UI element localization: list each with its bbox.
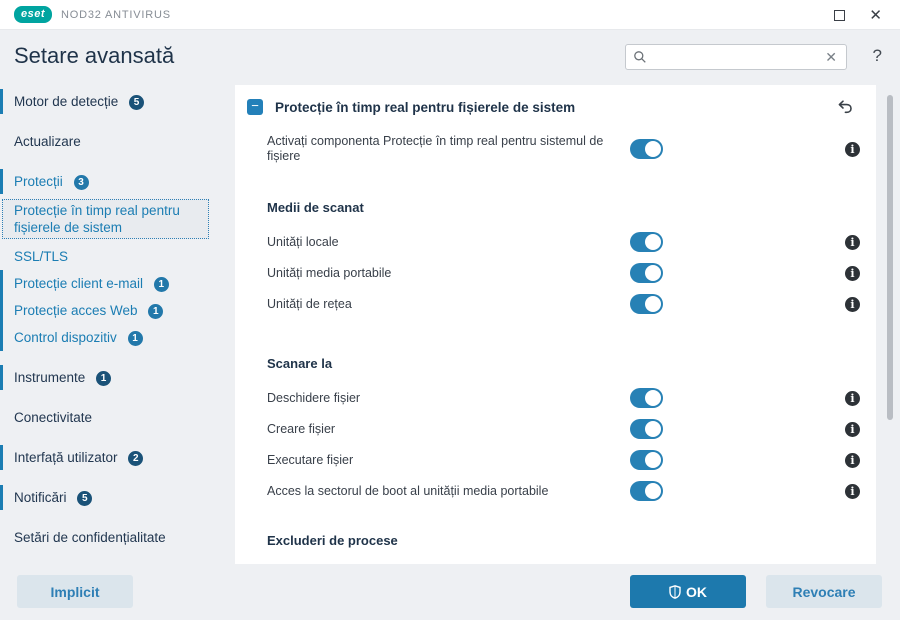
setting-label: Creare fișier bbox=[267, 421, 336, 436]
search-icon bbox=[633, 50, 647, 64]
info-icon[interactable]: i bbox=[845, 235, 860, 250]
sidebar-item-control-dispozitiv[interactable] bbox=[0, 324, 233, 351]
setting-row bbox=[267, 450, 860, 470]
search-box[interactable] bbox=[625, 44, 847, 70]
sidebar-item-label: Control dispozitiv bbox=[14, 330, 117, 345]
badge-count: 1 bbox=[96, 371, 111, 386]
revert-to-default-icon[interactable] bbox=[836, 98, 854, 116]
sidebar-item-notificari[interactable] bbox=[0, 484, 233, 511]
badge-count: 5 bbox=[129, 95, 144, 110]
sidebar-item-label: Notificări bbox=[14, 490, 67, 505]
badge-count: 3 bbox=[74, 175, 89, 190]
sidebar-item-interfata-utilizator[interactable] bbox=[0, 444, 233, 471]
setting-row bbox=[267, 134, 860, 164]
sidebar-item-protectie-web[interactable] bbox=[0, 297, 233, 324]
settings-panel bbox=[235, 85, 876, 565]
modified-indicator-bar bbox=[0, 297, 3, 324]
sidebar-item-label: Interfață utilizator bbox=[14, 450, 118, 465]
badge-count: 1 bbox=[148, 304, 163, 319]
modified-indicator-bar bbox=[0, 445, 3, 470]
search-input[interactable] bbox=[647, 50, 823, 65]
eset-logo: eset bbox=[14, 6, 52, 23]
toggle-on[interactable] bbox=[630, 294, 663, 314]
setting-label: Unități de rețea bbox=[267, 296, 352, 311]
page-header bbox=[0, 30, 900, 86]
section-heading: Medii de scanat bbox=[267, 200, 364, 215]
sidebar-item-label: Protecție acces Web bbox=[14, 303, 138, 318]
window-controls bbox=[834, 0, 882, 30]
toggle-on[interactable] bbox=[630, 263, 663, 283]
modified-indicator-bar bbox=[0, 324, 3, 351]
setting-row bbox=[267, 263, 860, 283]
app-title: NOD32 ANTIVIRUS bbox=[61, 8, 171, 21]
badge-count: 5 bbox=[77, 491, 92, 506]
toggle-on[interactable] bbox=[630, 139, 663, 159]
setting-label: Unități media portabile bbox=[267, 265, 392, 280]
badge-count: 1 bbox=[128, 331, 143, 346]
setting-row bbox=[267, 388, 860, 408]
sidebar-item-protectie-email[interactable] bbox=[0, 270, 233, 297]
sidebar-item-protectie-timp-real[interactable] bbox=[2, 199, 209, 239]
help-icon[interactable]: ? bbox=[872, 46, 882, 65]
default-button-label: Implicit bbox=[50, 583, 100, 600]
titlebar bbox=[0, 0, 900, 30]
default-button[interactable] bbox=[17, 575, 133, 608]
info-icon[interactable]: i bbox=[845, 453, 860, 468]
sidebar-item-label: Protecții bbox=[14, 174, 63, 189]
setting-row bbox=[267, 232, 860, 252]
badge-count: 1 bbox=[154, 277, 169, 292]
sidebar-item-setari-confidentialitate[interactable] bbox=[0, 524, 233, 551]
badge-count: 2 bbox=[128, 451, 143, 466]
panel-title: Protecție în timp real pentru fișierele de sistem bbox=[275, 99, 576, 115]
sidebar-item-protectii[interactable] bbox=[0, 168, 233, 195]
sidebar-item-label: Protecție în timp real pentru fișierele de sistem bbox=[14, 203, 180, 235]
setting-label: Activați componenta Protecție în timp real pentru sistemul de fișiere bbox=[267, 134, 604, 163]
section-heading: Excluderi de procese bbox=[267, 533, 398, 548]
setting-label: Unități locale bbox=[267, 234, 339, 249]
toggle-on[interactable] bbox=[630, 450, 663, 470]
cancel-button-label: Revocare bbox=[792, 583, 856, 600]
setting-row bbox=[267, 481, 860, 501]
info-icon[interactable]: i bbox=[845, 142, 860, 157]
ok-button[interactable] bbox=[630, 575, 746, 608]
toggle-on[interactable] bbox=[630, 388, 663, 408]
toggle-on[interactable] bbox=[630, 481, 663, 501]
info-icon[interactable]: i bbox=[845, 266, 860, 281]
sidebar-item-label: Actualizare bbox=[14, 134, 81, 149]
modified-indicator-bar bbox=[0, 365, 3, 390]
sidebar-item-label: Protecție client e-mail bbox=[14, 276, 144, 291]
collapse-icon[interactable]: − bbox=[247, 99, 263, 115]
toggle-on[interactable] bbox=[630, 232, 663, 252]
footer bbox=[0, 564, 900, 620]
ok-button-label: OK bbox=[686, 583, 707, 600]
toggle-on[interactable] bbox=[630, 419, 663, 439]
sidebar-item-ssl-tls[interactable] bbox=[0, 243, 233, 270]
info-icon[interactable]: i bbox=[845, 484, 860, 499]
search-clear-icon[interactable]: ✕ bbox=[825, 48, 837, 65]
close-icon[interactable]: ✕ bbox=[869, 6, 882, 24]
sidebar-item-label: Setări de confidențialitate bbox=[14, 530, 166, 545]
sidebar-item-conectivitate[interactable] bbox=[0, 404, 233, 431]
sidebar-item-instrumente[interactable] bbox=[0, 364, 233, 391]
sidebar bbox=[0, 88, 233, 551]
setting-label: Executare fișier bbox=[267, 452, 354, 467]
sidebar-item-label: Motor de detecție bbox=[14, 94, 119, 109]
modified-indicator-bar bbox=[0, 270, 3, 297]
info-icon[interactable]: i bbox=[845, 297, 860, 312]
sidebar-item-motor-de-detectie[interactable] bbox=[0, 88, 233, 115]
vertical-scrollbar-thumb[interactable] bbox=[887, 95, 893, 420]
setting-label: Deschidere fișier bbox=[267, 390, 361, 405]
panel-body bbox=[235, 124, 876, 548]
maximize-icon[interactable] bbox=[834, 10, 845, 21]
shield-icon bbox=[669, 585, 681, 599]
info-icon[interactable]: i bbox=[845, 422, 860, 437]
modified-indicator-bar bbox=[0, 169, 3, 194]
modified-indicator-bar bbox=[0, 485, 3, 510]
modified-indicator-bar bbox=[0, 89, 3, 114]
sidebar-item-label: Conectivitate bbox=[14, 410, 93, 425]
panel-header bbox=[235, 85, 876, 124]
section-heading: Scanare la bbox=[267, 356, 333, 371]
sidebar-item-actualizare[interactable] bbox=[0, 128, 233, 155]
sidebar-item-label: SSL/TLS bbox=[14, 249, 69, 264]
info-icon[interactable]: i bbox=[845, 391, 860, 406]
setting-label: Acces la sectorul de boot al unității media portabile bbox=[267, 483, 549, 498]
setting-row bbox=[267, 419, 860, 439]
sidebar-item-label: Instrumente bbox=[14, 370, 86, 385]
setting-row bbox=[267, 294, 860, 314]
cancel-button[interactable] bbox=[766, 575, 882, 608]
page-title: Setare avansată bbox=[14, 43, 175, 68]
